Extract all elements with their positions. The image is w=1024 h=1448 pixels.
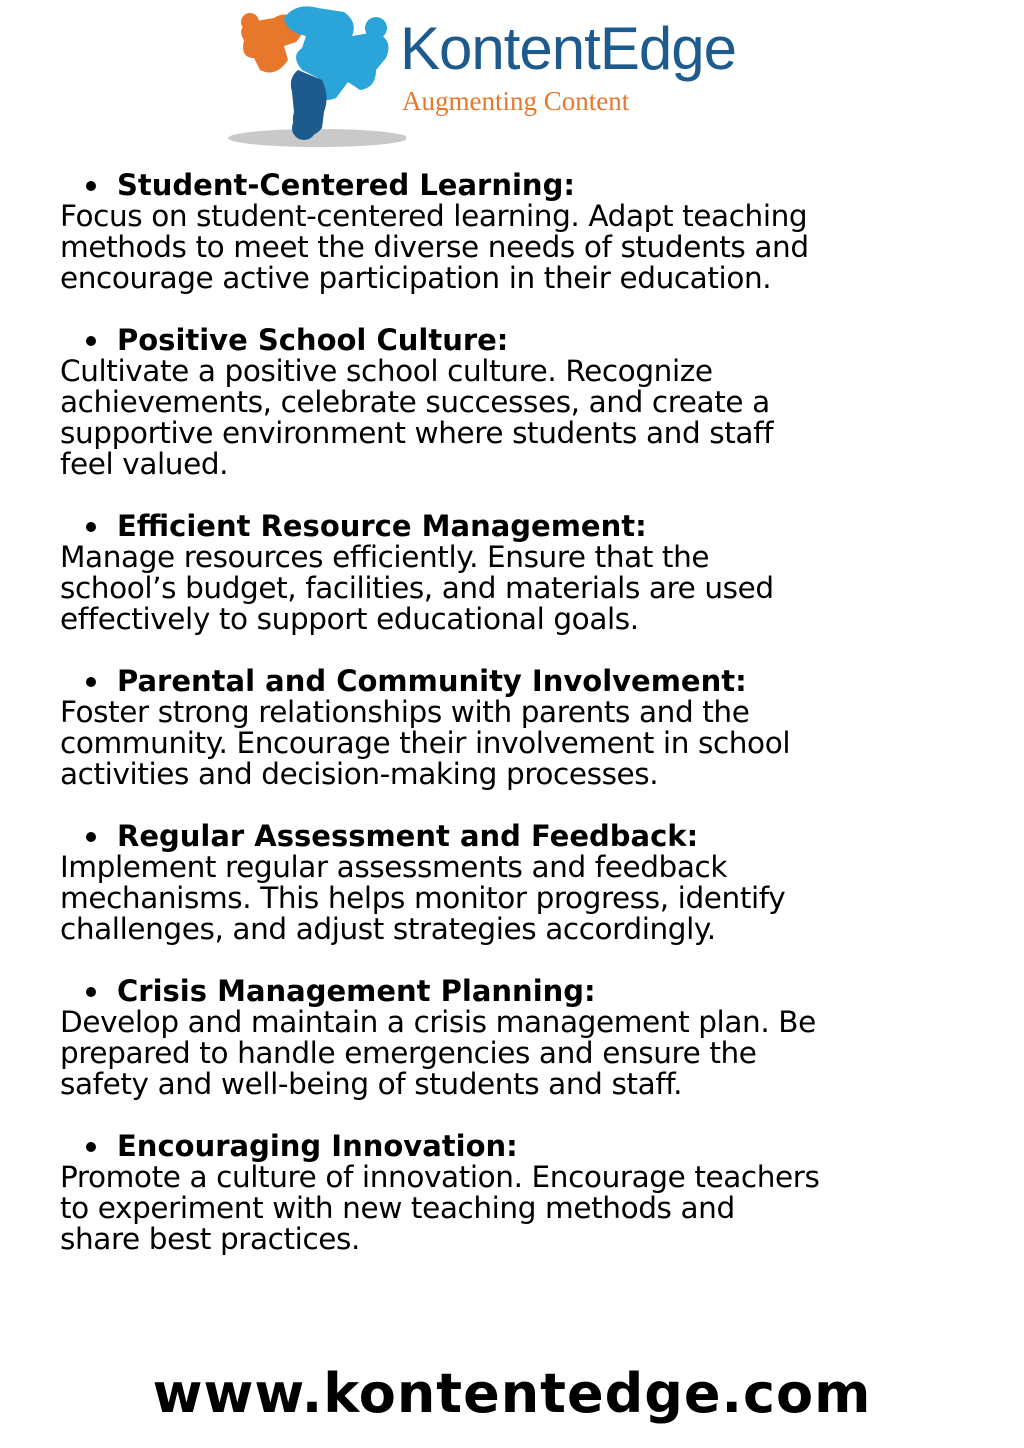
brand-logo: [226, 0, 800, 150]
item-heading: Efficient Resource Management:: [117, 509, 647, 543]
item-body: [60, 1162, 980, 1255]
item-heading: Student-Centered Learning:: [117, 168, 575, 202]
body-line: school’s budget, facilities, and materials are used: [60, 571, 774, 605]
body-line: Develop and maintain a crisis management plan. Be: [60, 1005, 816, 1039]
list-item: [60, 821, 980, 945]
list-item: [60, 511, 980, 635]
bullet-icon: [86, 522, 96, 532]
bullet-list: [60, 170, 980, 1286]
body-line: methods to meet the diverse needs of students and: [60, 230, 809, 264]
body-line: Foster strong relationships with parents and the: [60, 695, 750, 729]
item-heading: Parental and Community Involvement:: [117, 664, 747, 698]
body-line: encourage active participation in their education.: [60, 261, 772, 295]
bullet-icon: [86, 677, 96, 687]
item-body: [60, 542, 980, 635]
body-line: Implement regular assessments and feedback: [60, 850, 728, 884]
brand-tagline: Augmenting Content: [402, 86, 630, 116]
body-line: mechanisms. This helps monitor progress, identify: [60, 881, 786, 915]
puzzle-logo-icon: [226, 0, 406, 150]
bullet-icon: [86, 1142, 96, 1152]
item-heading-row: [60, 821, 980, 852]
body-line: Promote a culture of innovation. Encourage teachers: [60, 1160, 820, 1194]
body-line: prepared to handle emergencies and ensure the: [60, 1036, 757, 1070]
body-line: share best practices.: [60, 1222, 360, 1256]
item-heading-row: [60, 325, 980, 356]
list-item: [60, 1131, 980, 1255]
body-line: effectively to support educational goals.: [60, 602, 639, 636]
body-line: achievements, celebrate successes, and create a: [60, 385, 770, 419]
website-url: www.kontentedge.com: [152, 1362, 872, 1425]
item-heading-row: [60, 1131, 980, 1162]
body-line: Manage resources efficiently. Ensure that the: [60, 540, 710, 574]
item-heading: Regular Assessment and Feedback:: [117, 819, 699, 853]
item-heading-row: [60, 170, 980, 201]
list-item: [60, 170, 980, 294]
list-item: [60, 976, 980, 1100]
bullet-icon: [86, 832, 96, 842]
bullet-icon: [86, 181, 96, 191]
item-body: [60, 1007, 980, 1100]
item-heading-row: [60, 666, 980, 697]
brand-name: KontentEdge: [400, 15, 736, 82]
bullet-icon: [86, 336, 96, 346]
item-heading: Encouraging Innovation:: [117, 1129, 518, 1163]
item-body: [60, 852, 980, 945]
body-line: community. Encourage their involvement in school: [60, 726, 791, 760]
body-line: Focus on student-centered learning. Adapt teaching: [60, 199, 808, 233]
item-body: [60, 201, 980, 294]
list-item: [60, 325, 980, 480]
item-heading-row: [60, 976, 980, 1007]
item-heading: Positive School Culture:: [117, 323, 509, 357]
body-line: feel valued.: [60, 447, 229, 481]
item-heading: Crisis Management Planning:: [117, 974, 596, 1008]
item-heading-row: [60, 511, 980, 542]
body-line: supportive environment where students and staff: [60, 416, 774, 450]
item-body: [60, 697, 980, 790]
body-line: safety and well-being of students and staff.: [60, 1067, 683, 1101]
item-body: [60, 356, 980, 480]
body-line: activities and decision-making processes.: [60, 757, 659, 791]
body-line: challenges, and adjust strategies accordingly.: [60, 912, 716, 946]
bullet-icon: [86, 987, 96, 997]
body-line: to experiment with new teaching methods and: [60, 1191, 735, 1225]
body-line: Cultivate a positive school culture. Recognize: [60, 354, 713, 388]
list-item: [60, 666, 980, 790]
